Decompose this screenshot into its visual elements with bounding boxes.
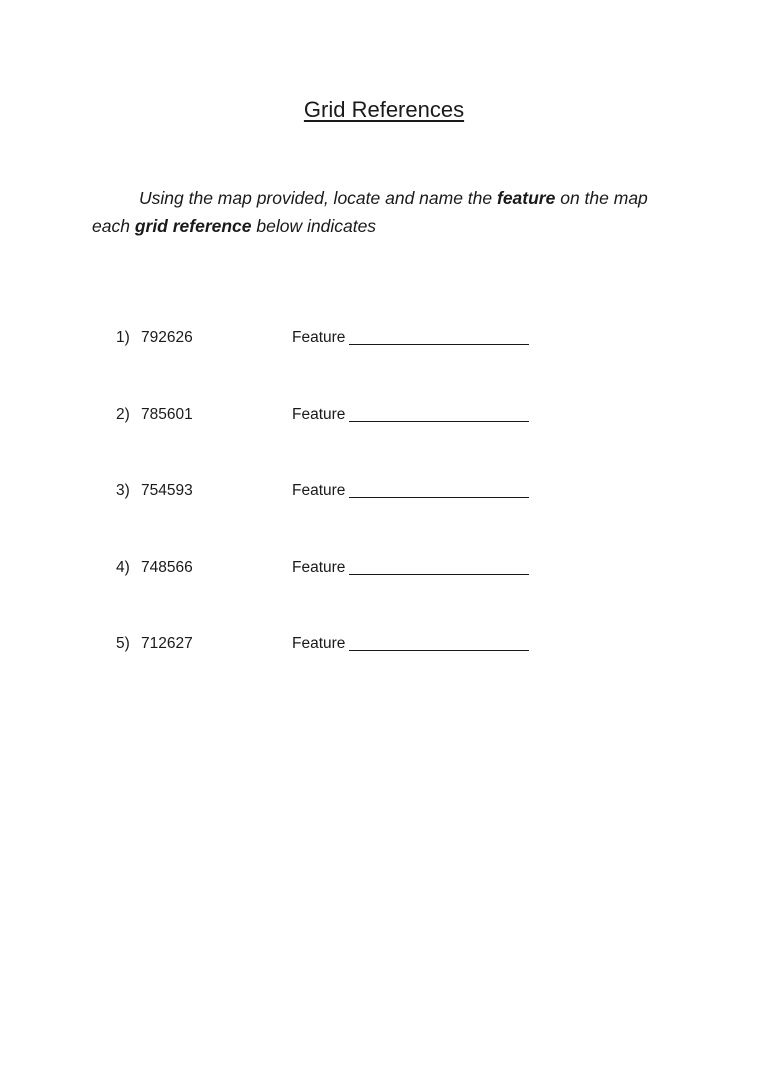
instructions-part-2: on the map each bbox=[92, 188, 648, 236]
feature-answer-line[interactable] bbox=[349, 421, 529, 422]
question-item bbox=[116, 480, 576, 502]
instructions-part-3: below indicates bbox=[251, 216, 377, 236]
feature-label: Feature bbox=[292, 482, 346, 499]
question-number: 2) bbox=[116, 406, 130, 423]
feature-answer-line[interactable] bbox=[349, 650, 529, 651]
instructions bbox=[92, 184, 672, 240]
question-number: 1) bbox=[116, 329, 130, 346]
feature-answer-line[interactable] bbox=[349, 344, 529, 345]
instructions-part-1: Using the map provided, locate and name the bbox=[139, 188, 497, 208]
instructions-bold-feature: feature bbox=[497, 188, 556, 208]
instructions-bold-grid-reference: grid reference bbox=[134, 216, 252, 236]
question-number: 5) bbox=[116, 635, 130, 652]
grid-reference: 785601 bbox=[141, 406, 193, 423]
feature-label: Feature bbox=[292, 329, 346, 346]
page-title bbox=[0, 96, 768, 124]
feature-answer-line[interactable] bbox=[349, 497, 529, 498]
grid-reference: 712627 bbox=[141, 635, 193, 652]
feature-label: Feature bbox=[292, 559, 346, 576]
question-number: 4) bbox=[116, 559, 130, 576]
question-item bbox=[116, 404, 576, 426]
question-number: 3) bbox=[116, 482, 130, 499]
feature-answer-line[interactable] bbox=[349, 574, 529, 575]
feature-label: Feature bbox=[292, 406, 346, 423]
question-item bbox=[116, 557, 576, 579]
grid-reference: 754593 bbox=[141, 482, 193, 499]
grid-reference: 748566 bbox=[141, 559, 193, 576]
question-item bbox=[116, 633, 576, 655]
question-item bbox=[116, 327, 576, 349]
page-title-text: Grid References bbox=[303, 97, 465, 122]
grid-reference: 792626 bbox=[141, 329, 193, 346]
feature-label: Feature bbox=[292, 635, 346, 652]
